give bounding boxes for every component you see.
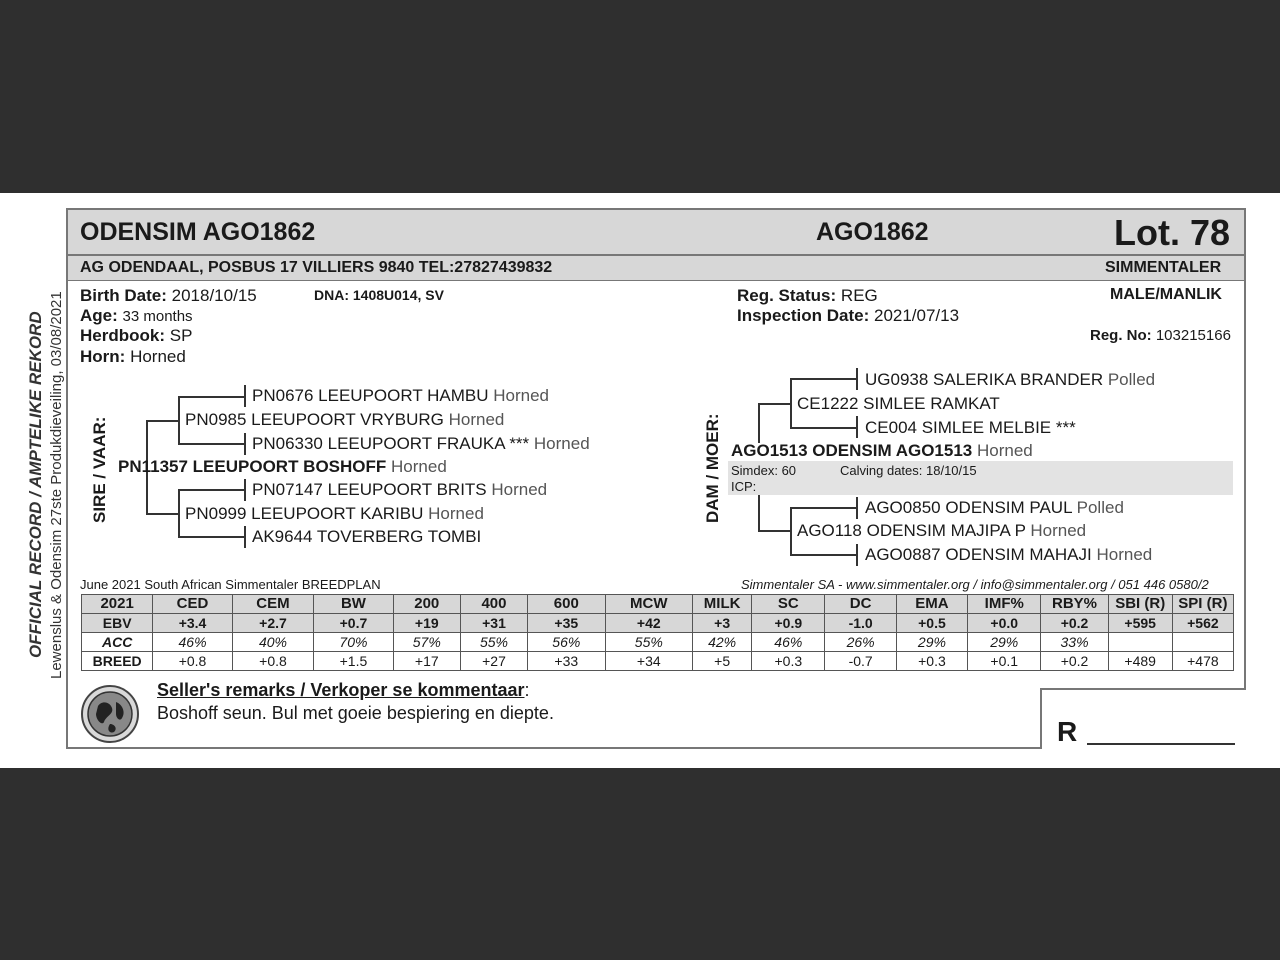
society-logo-icon (80, 684, 140, 744)
ebv-cell: +3.4 (153, 614, 232, 633)
breed-cell: +0.8 (232, 652, 313, 671)
acc-cell: 29% (896, 633, 967, 652)
ebv-cell: +35 (528, 614, 605, 633)
breed-cell: +0.8 (153, 652, 232, 671)
dam-calving: Calving dates: 18/10/15 (840, 463, 977, 478)
dam-sire: CE1222 SIMLEE RAMKAT (797, 394, 1000, 413)
dam-dam-dam: AGO0887 ODENSIM MAHAJI (865, 545, 1092, 564)
header-cell: MILK (693, 595, 752, 614)
dam-sire-sire: UG0938 SALERIKA BRANDER (865, 370, 1104, 389)
remarks-text: Boshoff seun. Bul met goeie bespiering en diepte. (157, 703, 554, 723)
price-label: R (1057, 716, 1078, 747)
sire-sire-dam: PN06330 LEEUPOORT FRAUKA *** (252, 434, 530, 453)
breed-cell: +0.3 (752, 652, 825, 671)
ebv-cell: +0.9 (752, 614, 825, 633)
breed-cell: +0.2 (1041, 652, 1108, 671)
remarks-title: Seller's remarks / Verkoper se kommentaar (157, 680, 525, 700)
header-cell: 2021 (82, 595, 153, 614)
reg-no-label: Reg. No: (1090, 327, 1152, 344)
header-cell: CEM (232, 595, 313, 614)
breed-cell: +17 (393, 652, 460, 671)
header-cell: SBI (R) (1108, 595, 1172, 614)
ebv-cell: +31 (460, 614, 527, 633)
breed-name: SIMMENTALER (1105, 259, 1222, 276)
acc-cell: 46% (153, 633, 232, 652)
breed-cell: +0.1 (968, 652, 1041, 671)
header-cell: 600 (528, 595, 605, 614)
herdbook-label: Herdbook: (80, 326, 165, 345)
dam-dam-sire: AGO0850 ODENSIM PAUL (865, 498, 1072, 517)
breedplan-source: June 2021 South African Simmentaler BREEDPLAN (80, 577, 381, 592)
inspection-date: 2021/07/13 (873, 306, 960, 325)
acc-cell: 55% (460, 633, 527, 652)
sire-name: PN11357 LEEUPOORT BOSHOFF (118, 457, 387, 476)
ebv-cell: EBV (82, 614, 153, 633)
header-cell: SC (752, 595, 825, 614)
acc-cell: ACC (82, 633, 153, 652)
acc-cell: 46% (752, 633, 825, 652)
table-row-ebv (82, 614, 1234, 633)
ebv-cell: -1.0 (825, 614, 896, 633)
auction-label: Lewenslus & Odensim 27ste Produkdieveiling, 03/08/2021 (48, 291, 65, 679)
horn-label: Horn: (80, 347, 126, 366)
table-header-row (82, 595, 1234, 614)
header-cell: 200 (393, 595, 460, 614)
age-value: 33 months (122, 308, 193, 325)
dna-info: DNA: 1408U014, SV (314, 287, 444, 303)
header-cell: CED (153, 595, 232, 614)
table-row-breed (82, 652, 1234, 671)
dam-icp: ICP: (731, 479, 757, 494)
header-cell: DC (825, 595, 896, 614)
animal-name: ODENSIM AGO1862 (80, 218, 316, 246)
breed-cell: +1.5 (314, 652, 393, 671)
header-cell: EMA (896, 595, 967, 614)
reg-status-label: Reg. Status: (737, 286, 837, 305)
animal-id: AGO1862 (816, 218, 929, 246)
header-cell: IMF% (968, 595, 1041, 614)
dam-info-bar (728, 461, 1233, 495)
birth-date-label: Birth Date: (80, 286, 167, 305)
ebv-cell: +3 (693, 614, 752, 633)
sire-sire-sire: PN0676 LEEUPOORT HAMBU (252, 386, 489, 405)
ebv-cell: +0.5 (896, 614, 967, 633)
sex-label: MALE/MANLIK (1110, 286, 1222, 303)
herdbook-value: SP (169, 326, 193, 345)
header-cell: 400 (460, 595, 527, 614)
dam-simdex: Simdex: 60 (731, 463, 797, 478)
breed-cell: +0.3 (896, 652, 967, 671)
horn-value: Horned (130, 347, 186, 366)
dam-name: AGO1513 ODENSIM AGO1513 (731, 441, 973, 460)
header-cell: MCW (605, 595, 693, 614)
birth-date: 2018/10/15 (171, 286, 257, 305)
ebv-cell: +19 (393, 614, 460, 633)
price-line[interactable] (1087, 743, 1235, 745)
dam-label: DAM / MOER: (703, 413, 722, 523)
dam-sire-dam: CE004 SIMLEE MELBIE *** (865, 418, 1076, 437)
acc-cell: 56% (528, 633, 605, 652)
acc-cell: 33% (1041, 633, 1108, 652)
breed-cell: BREED (82, 652, 153, 671)
breed-cell: +489 (1108, 652, 1172, 671)
sire-label: SIRE / VAAR: (90, 416, 109, 523)
header-cell: BW (314, 595, 393, 614)
ebv-cell: +0.7 (314, 614, 393, 633)
acc-cell: 26% (825, 633, 896, 652)
acc-cell: 55% (605, 633, 693, 652)
acc-cell: 70% (314, 633, 393, 652)
breed-cell: +478 (1172, 652, 1233, 671)
official-record-label: OFFICIAL RECORD / AMPTELIKE REKORD (26, 311, 45, 658)
acc-cell (1108, 633, 1172, 652)
acc-cell: 57% (393, 633, 460, 652)
owner-address: AG ODENDAAL, POSBUS 17 VILLIERS 9840 TEL:27827439832 (80, 259, 553, 276)
acc-cell: 42% (693, 633, 752, 652)
lot-number: Lot. 78 (1114, 212, 1231, 253)
acc-cell: 40% (232, 633, 313, 652)
sire-sire: PN0985 LEEUPOORT VRYBURG (185, 410, 444, 429)
reg-no: 103215166 (1155, 327, 1231, 344)
ebv-cell: +562 (1172, 614, 1233, 633)
ebv-cell: +42 (605, 614, 693, 633)
age-label: Age: (80, 306, 118, 325)
table-row-acc (82, 633, 1234, 652)
header-cell: RBY% (1041, 595, 1108, 614)
breed-cell: +27 (460, 652, 527, 671)
ebv-cell: +595 (1108, 614, 1172, 633)
ebv-cell: +2.7 (232, 614, 313, 633)
inspection-label: Inspection Date: (737, 306, 870, 325)
ebv-table (81, 594, 1234, 671)
acc-cell (1172, 633, 1233, 652)
acc-cell: 29% (968, 633, 1041, 652)
breed-cell: +33 (528, 652, 605, 671)
breedplan-contact: Simmentaler SA - www.simmentaler.org / info@simmentaler.org / 051 446 0580/2 (741, 577, 1209, 592)
dam-dam: AGO118 ODENSIM MAJIPA P (797, 521, 1026, 540)
breed-cell: -0.7 (825, 652, 896, 671)
sire-dam: PN0999 LEEUPOORT KARIBU (185, 504, 424, 523)
breed-cell: +34 (605, 652, 693, 671)
sire-dam-sire: PN07147 LEEUPOORT BRITS (252, 480, 487, 499)
sire-dam-dam: AK9644 TOVERBERG TOMBI (252, 527, 482, 546)
ebv-cell: +0.0 (968, 614, 1041, 633)
ebv-cell: +0.2 (1041, 614, 1108, 633)
header-cell: SPI (R) (1172, 595, 1233, 614)
breed-cell: +5 (693, 652, 752, 671)
reg-status: REG (840, 286, 878, 305)
